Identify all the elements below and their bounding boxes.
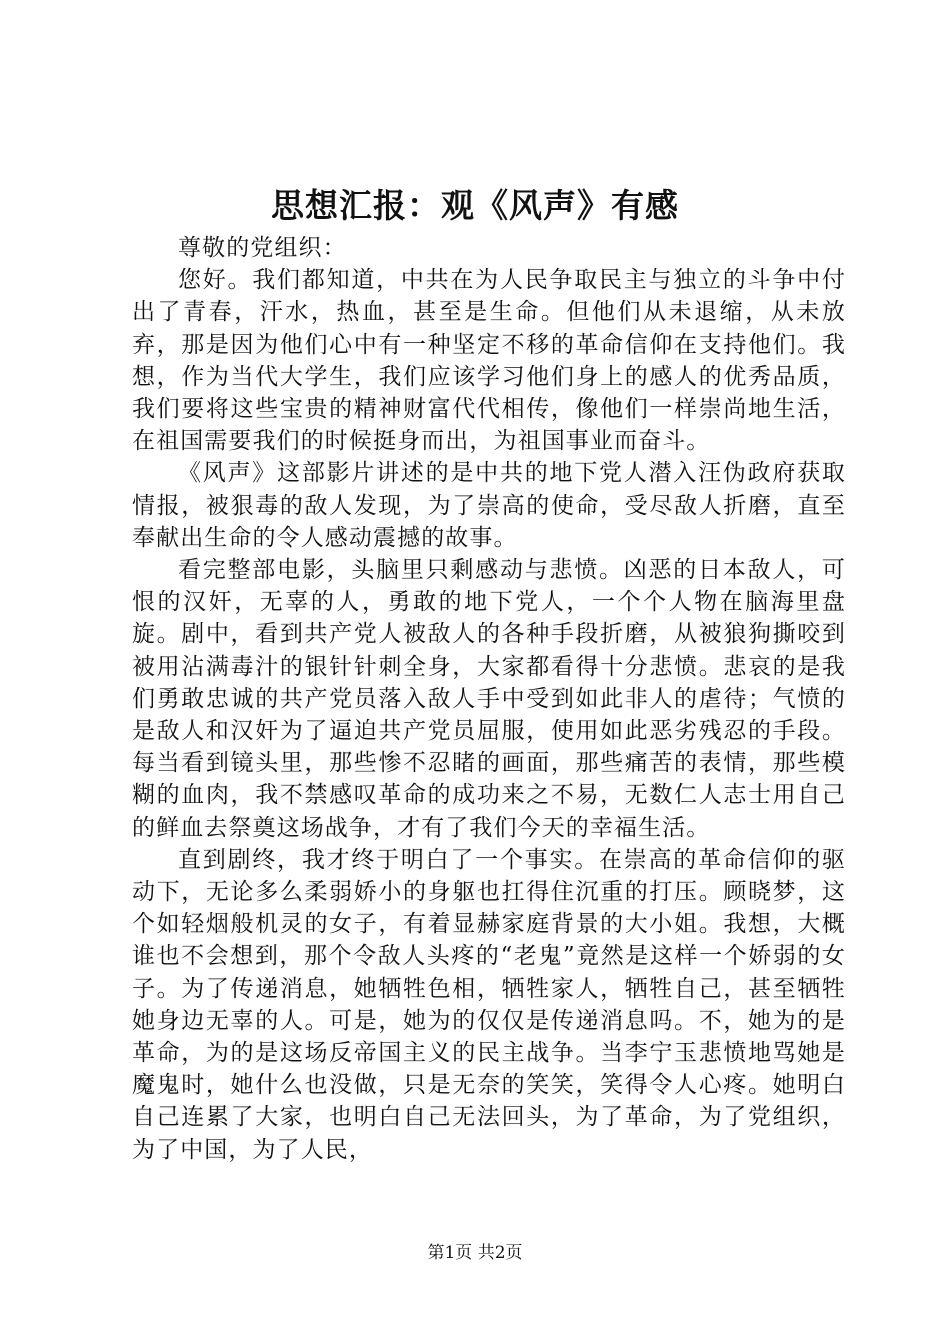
page-number: 第1页 共2页 bbox=[427, 1243, 523, 1263]
paragraph-1: 您好。我们都知道，中共在为人民争取民主与独立的斗争中付出了青春，汗水，热血，甚至是生命。但他们从未退缩，从未放弃，那是因为他们心中有一种坚定不移的革命信仰在支持他们。我想，作为当代大学生，我们应该学习他们身上的感人的优秀品质，我们要将这些宝贵的精神财富代代相传，像他们一样崇尚地生活，在祖国需要我们的时候挺身而出，为祖国事业而奋斗。 bbox=[132, 267, 846, 455]
document-title: 思想汇报：观《风声》有感 bbox=[271, 186, 679, 225]
paragraph-2: 《风声》这部影片讲述的是中共的地下党人潜入汪伪政府获取情报，被狠毒的敌人发现，为了崇高的使命，受尽敌人折磨，直至奉献出生命的令人感动震撼的故事。 bbox=[132, 460, 846, 551]
document-body bbox=[132, 232, 846, 1166]
page-footer bbox=[0, 1242, 950, 1264]
paragraph-4: 直到剧终，我才终于明白了一个事实。在崇高的革命信仰的驱动下，无论多么柔弱娇小的身躯也扛得住沉重的打压。顾晓梦，这个如轻烟般机灵的女子，有着显赫家庭背景的大小姐。我想，大概谁也不会想到，那个令敌人头疼的“老鬼”竟然是这样一个娇弱的女子。为了传递消息，她牺牲色相，牺牲家人，牺牲自己，甚至牺牲她身边无辜的人。可是，她为的仅仅是传递消息吗。不，她为的是革命，为的是这场反帝国主义的民主战争。当李宁玉悲愤地骂她是魔鬼时，她什么也没做，只是无奈的笑笑，笑得令人心疼。她明白自己连累了大家，也明白自己无法回头，为了革命，为了党组织，为了中国，为了人民， bbox=[132, 846, 846, 1163]
paragraph-3: 看完整部电影，头脑里只剩感动与悲愤。凶恶的日本敌人，可恨的汉奸，无辜的人，勇敢的地下党人，一个个人物在脑海里盘旋。剧中，看到共产党人被敌人的各种手段折磨，从被狼狗撕咬到被用沾满毒汁的银针针刺全身，大家都看得十分悲愤。悲哀的是我们勇敢忠诚的共产党员落入敌人手中受到如此非人的虐待；气愤的是敌人和汉奸为了逼迫共产党员屈服，使用如此恶劣残忍的手段。每当看到镜头里，那些惨不忍睹的画面，那些痛苦的表情，那些模糊的血肉，我不禁感叹革命的成功来之不易，无数仁人志士用自己的鲜血去祭奠这场战争，才有了我们今天的幸福生活。 bbox=[132, 557, 846, 841]
salutation: 尊敬的党组织： bbox=[178, 235, 347, 261]
